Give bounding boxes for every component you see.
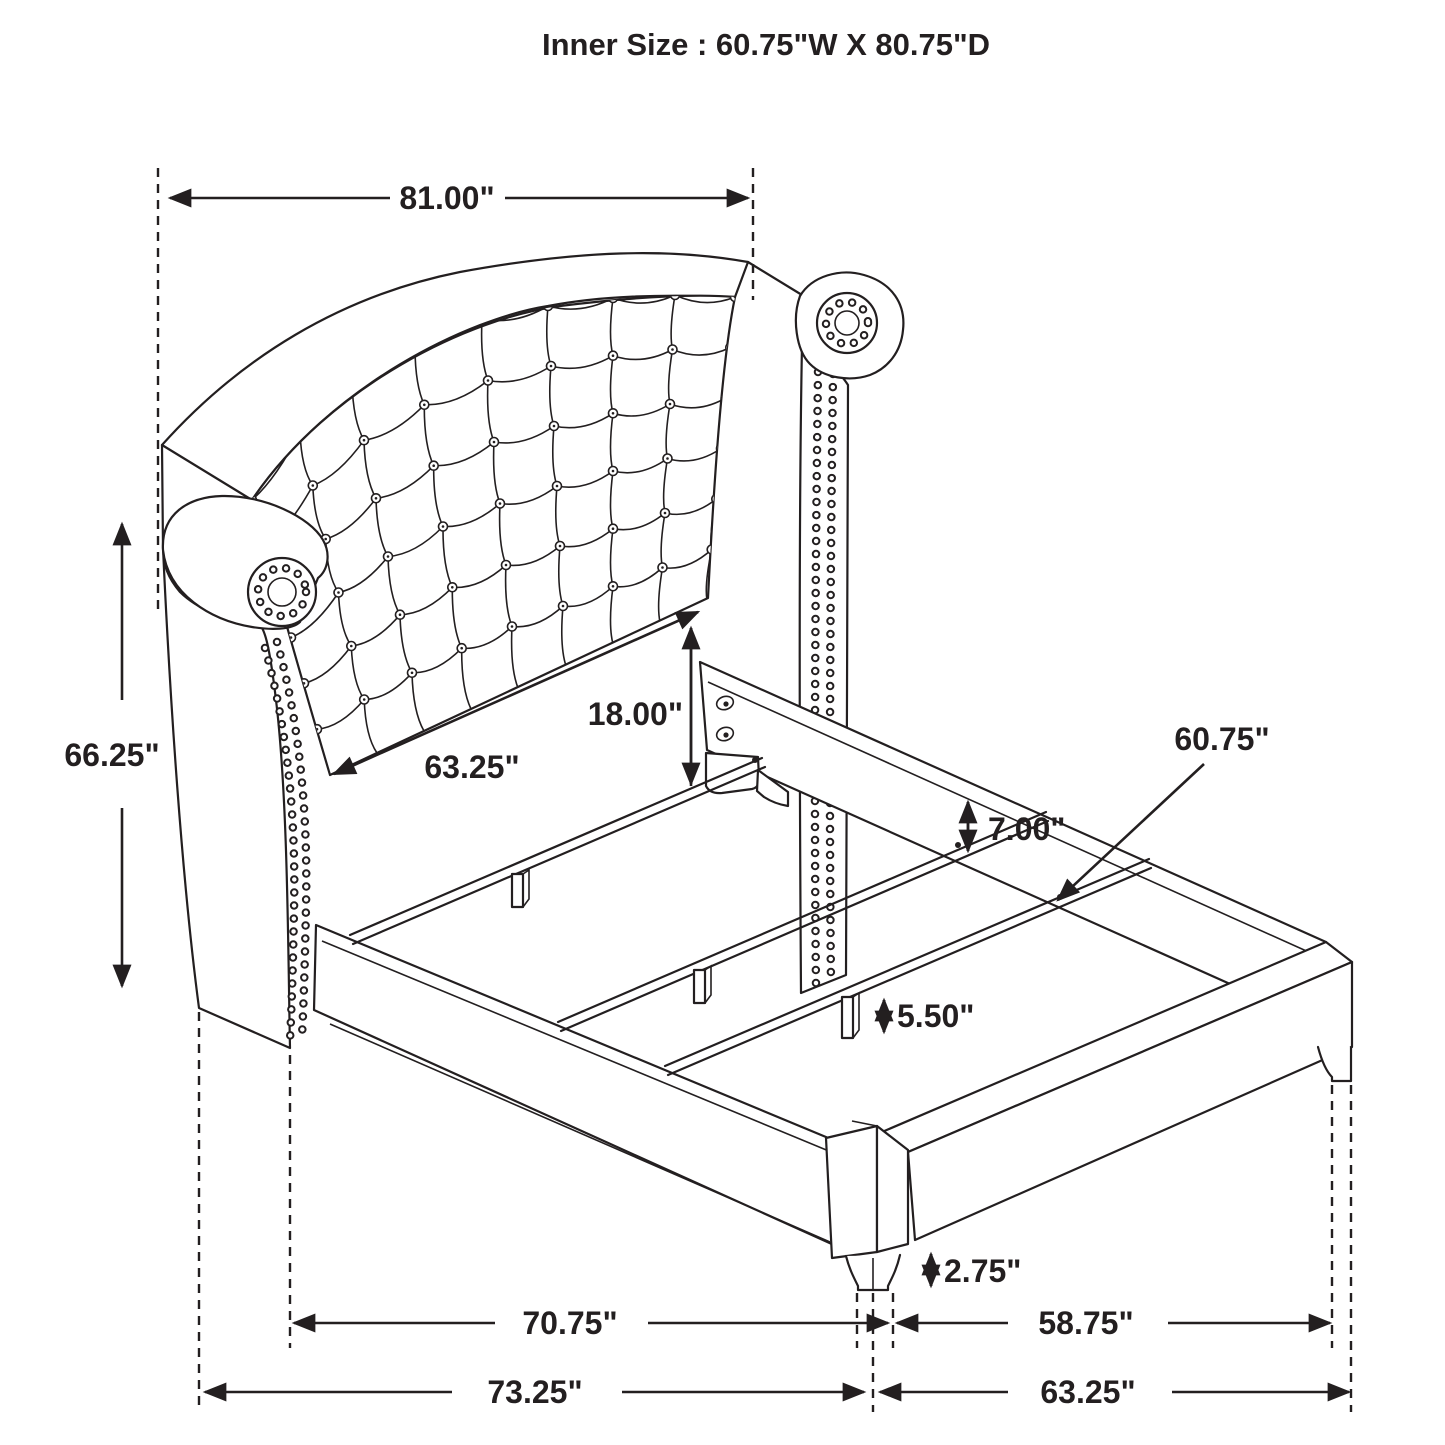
dim-label-rail-height: 7.00" [988,811,1066,847]
left-side-rail [314,925,845,1250]
dim-label-side-height: 66.25" [64,737,160,773]
dim-label-headboard-inner-width: 63.25" [424,749,520,785]
dim-label-foot-rail-length: 58.75" [1038,1305,1134,1341]
dim-label-foot-height: 2.75" [944,1253,1022,1289]
dim-label-total-length: 73.25" [487,1374,583,1410]
right-corner-leg [1318,1047,1351,1081]
right-wing-pillar [800,345,848,993]
dim-label-top-width: 81.00" [399,180,495,216]
diagram-title: Inner Size : 60.75"W X 80.75"D [541,27,991,62]
dim-label-panel-height: 18.00" [587,696,683,732]
headboard [162,253,903,1048]
dim-label-slat-length: 60.75" [1174,721,1270,757]
dim-label-base-length: 70.75" [522,1305,618,1341]
dim-label-total-width: 63.25" [1040,1374,1136,1410]
dim-label-center-leg-height: 5.50" [897,998,975,1034]
front-corner-post [826,1126,877,1258]
